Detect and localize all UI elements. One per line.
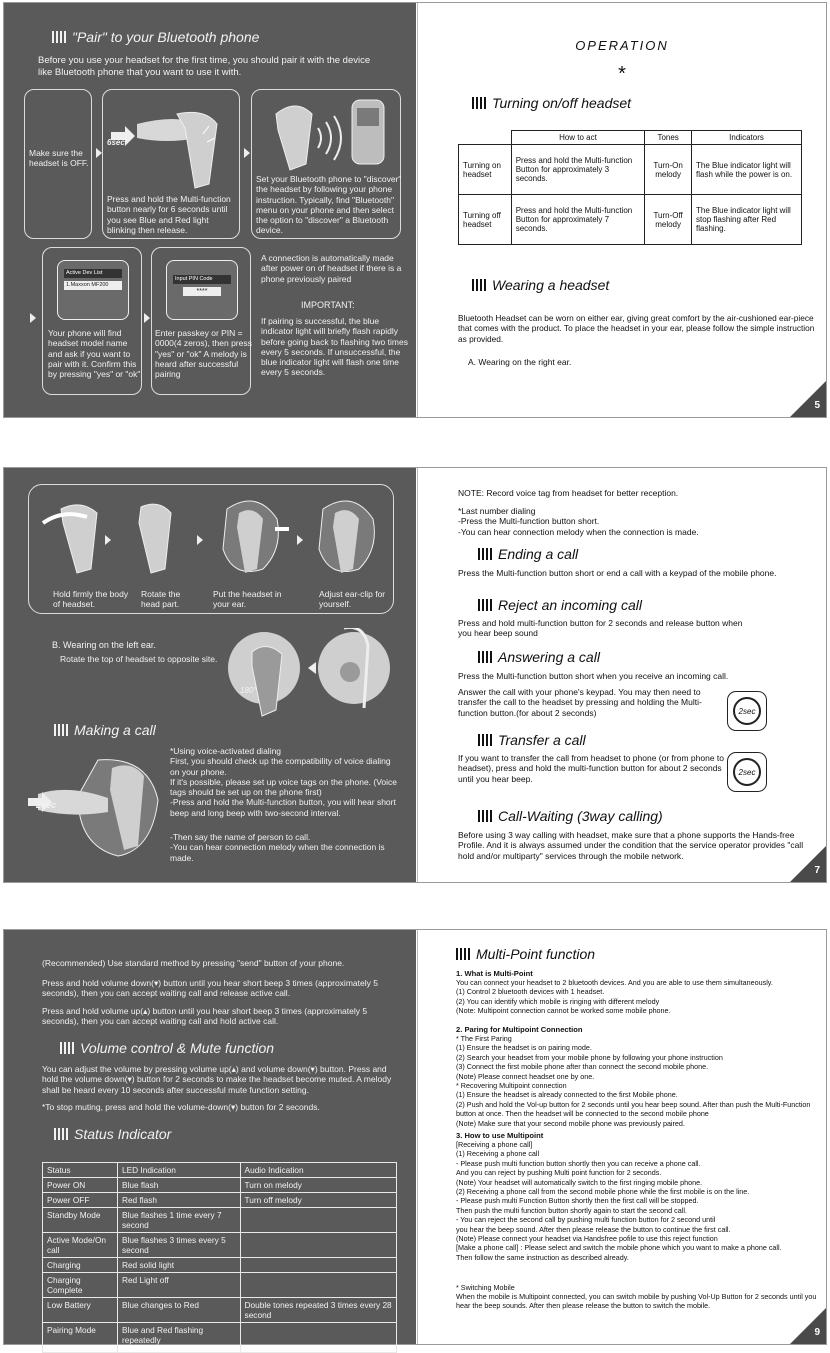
- bars-icon: [478, 810, 492, 822]
- volume-status-panel: [4, 930, 416, 1344]
- step1-text: Make sure the headset is OFF.: [29, 148, 89, 169]
- switching-title: * Switching Mobile: [456, 1283, 515, 1292]
- table-cell: Turn-Off melody: [645, 195, 692, 245]
- table-cell: [240, 1323, 396, 1353]
- page-corner: [790, 381, 826, 417]
- arrow-icon: [197, 535, 203, 545]
- table-cell: Red flash: [117, 1193, 240, 1208]
- bars-icon: [456, 948, 470, 960]
- call-functions-panel: [417, 468, 826, 882]
- operation-panel: [417, 3, 826, 417]
- table-header-cell: [459, 131, 512, 145]
- pair-intro: Before you use your headset for the first time, you should pair it with the device like Bluetooth phone that you want to use it with.: [38, 55, 371, 78]
- table-cell: Pairing Mode: [43, 1323, 118, 1353]
- rotate-label: 180°: [240, 686, 257, 695]
- table-header-cell: Tones: [645, 131, 692, 145]
- step2-text: Press and hold the Multi-function button nearly for 6 seconds until you see Blue and Red light blinking then release.: [107, 194, 231, 235]
- table-cell: Blue flashes 3 times every 5 second: [117, 1233, 240, 1258]
- table-header-cell: LED Indication: [117, 1163, 240, 1178]
- auto-connect-note: A connection is automatically made after power on of headset if there is a phone previously paired: [261, 253, 402, 284]
- waiting-heading: Call-Waiting (3way calling): [478, 808, 663, 824]
- table-cell: Turn on melody: [240, 1178, 396, 1193]
- making-heading: Making a call: [54, 722, 156, 738]
- step2-box: [102, 89, 240, 239]
- table-cell: The Blue indicator light will stop flashing after Red flashing.: [692, 195, 802, 245]
- table-cell: Standby Mode: [43, 1208, 118, 1233]
- table-cell: Press and hold the Multi-function Button for approximately 7 seconds.: [511, 195, 644, 245]
- table-row: [459, 145, 802, 195]
- table-cell: Press and hold the Multi-function Button for approximately 3 seconds.: [511, 145, 644, 195]
- switching-text: When the mobile is Multipoint connected, you can switch mobile by pushing Vol-Up Button for 2 seconds until you hear the beep sounds. After then please release the button to switch the mobile.: [456, 1292, 817, 1311]
- operation-title: OPERATION: [575, 38, 669, 53]
- page-corner: [790, 846, 826, 882]
- finger-press-illustration: [107, 94, 237, 190]
- onoff-table: [458, 130, 802, 245]
- mp-section-3-title: 3. How to use Multipoint: [456, 1131, 544, 1140]
- caption-rotate: Rotate the head part.: [141, 589, 181, 610]
- table-cell: [240, 1233, 396, 1258]
- wearing-steps-box: [28, 484, 394, 614]
- table-cell: Power OFF: [43, 1193, 118, 1208]
- table-row: [43, 1233, 397, 1258]
- mp-section-1-title: 1. What is Multi-Point: [456, 969, 533, 978]
- onoff-heading: Turning on/off headset: [472, 95, 631, 111]
- answering-text-1: Press the Multi-function button short when you receive an incoming call.: [458, 671, 729, 681]
- table-row: [43, 1208, 397, 1233]
- wearing-heading: Wearing a headset: [472, 277, 609, 293]
- table-cell: Blue and Red flashing repeatedly: [117, 1323, 240, 1353]
- table-cell: Active Mode/On call: [43, 1233, 118, 1258]
- pair-heading: "Pair" to your Bluetooth phone: [52, 29, 259, 45]
- table-cell: Charging Complete: [43, 1273, 118, 1298]
- arrow-icon: [297, 535, 303, 545]
- step3-text: Set your Bluetooth phone to "discover" the headset by following your phone instruction. Typically, find "Bluetooth" menu on your phone and then select the option to "discover" a Bluetooth device.: [256, 174, 402, 236]
- arrow-icon: [244, 148, 250, 158]
- reject-text: Press and hold multi-function button for 2 seconds and release button when you hear beep sound: [458, 618, 743, 639]
- pairing-panel: [4, 3, 416, 417]
- step1-box: [24, 89, 92, 239]
- bars-icon: [52, 31, 66, 43]
- volume-heading: Volume control & Mute function: [60, 1040, 274, 1056]
- left-ear-title: B. Wearing on the left ear.: [52, 640, 156, 650]
- table-cell: Low Battery: [43, 1298, 118, 1323]
- spread-page-7: [3, 467, 827, 883]
- bars-icon: [478, 734, 492, 746]
- note-text: NOTE: Record voice tag from headset for better reception.: [458, 488, 679, 498]
- screen-item: 1.Maxxon MF200: [64, 281, 122, 290]
- table-row: [43, 1193, 397, 1208]
- spread-page-5: [3, 2, 827, 418]
- rotate-illustration: [224, 628, 404, 718]
- mp-section-1-text: You can connect your headset to 2 bluetooth devices. And you are able to use them simultaneously. (1) Control 2 bluetooth devices with 1 headset. (2) You can identify which mobile is ringing with different melody (Note: Multipoint connection cannot be worked some mobile phone.: [456, 978, 773, 1016]
- table-cell: [240, 1258, 396, 1273]
- phone-screen: [57, 260, 129, 320]
- table-row: [43, 1178, 397, 1193]
- making-text-2: -Then say the name of person to call. -You can hear connection melody when the connection is made.: [170, 832, 385, 863]
- table-header-cell: Status: [43, 1163, 118, 1178]
- table-cell: Turning off headset: [459, 195, 512, 245]
- step4-text: Your phone will find headset model name and ask if you want to pair with it. Confirm this by pressing "yes" or "ok": [48, 328, 141, 380]
- vol-up-text: Press and hold volume up(▴) button until you hear short beep 3 times (approximately 5 seconds), then you can accept waiting call and hold active call.: [42, 1006, 368, 1027]
- table-row: [43, 1273, 397, 1298]
- page-number: 9: [814, 1327, 820, 1338]
- mp-section-2-title: 2. Paring for Multipoint Connection: [456, 1025, 583, 1034]
- making-text: *Using voice-activated dialing First, you should check up the compatibility of voice dialing on your phone. If it's possible, please set up voice tags on the phone. (Voice tags should be set up on the phone first) -Press and hold the Multi-function button, you will hear short beep and long beep with two-second interval.: [170, 746, 398, 818]
- arrow-icon: [105, 535, 111, 545]
- status-heading: Status Indicator: [54, 1126, 171, 1142]
- bars-icon: [472, 279, 486, 291]
- bars-icon: [478, 548, 492, 560]
- page-corner: [790, 1308, 826, 1344]
- table-row: [43, 1323, 397, 1353]
- pin-field: ****: [183, 287, 221, 296]
- step5-box: [151, 247, 251, 395]
- table-cell: Red Light off: [117, 1273, 240, 1298]
- page-number: 5: [814, 400, 820, 411]
- caption-hold: Hold firmly the body of headset.: [53, 589, 129, 610]
- step3-box: [251, 89, 401, 239]
- left-ear-text: Rotate the top of headset to opposite site.: [60, 654, 218, 664]
- table-header-cell: How to act: [511, 131, 644, 145]
- table-cell: Blue flashes 1 time every 7 second: [117, 1208, 240, 1233]
- table-cell: Power ON: [43, 1178, 118, 1193]
- reject-heading: Reject an incoming call: [478, 597, 642, 613]
- headset-phone-illustration: [256, 94, 398, 174]
- mp-section-3-text: [Receiving a phone call] (1) Receiving a phone call - Please push multi function button shortly then you can receive a phone call. And you can reject by pushing Multi point function for 2 seconds. (Note) Your headset will automatically switch to the first ringing mobile phone. (2) Receiving a phone call from the second mobile phone while the first mobile is on the line. - Please push multi Function Button shortly then the first call will be stopped. Then push the multi function button shortly again to start the second call. - You can reject the second call by pushing multi function button for 2 second until you hear the beep sound. After then please release the button to continue the first call. (Note) Please connect your headset via Handsfree pofile to use this reject function [Make a phone call] : Please select and switch the mobile phone which you want to make a phone call. Then follow the same instruction as described already.: [456, 1140, 782, 1262]
- table-cell: Turning on headset: [459, 145, 512, 195]
- table-cell: [240, 1273, 396, 1298]
- recommended-text: (Recommended) Use standard method by pressing "send" button of your phone.: [42, 958, 345, 968]
- table-row: [459, 195, 802, 245]
- table-cell: Blue changes to Red: [117, 1298, 240, 1323]
- caption-put: Put the headset in your ear.: [213, 589, 282, 610]
- ending-text: Press the Multi-function button short or end a call with a keypad of the mobile phone.: [458, 568, 777, 578]
- volume-text-2: *To stop muting, press and hold the volume-down(▾) button for 2 seconds.: [42, 1102, 320, 1112]
- screen-title: Active Dev List: [64, 269, 122, 278]
- table-header-row: [459, 131, 802, 145]
- bars-icon: [60, 1042, 74, 1054]
- multipoint-heading: Multi-Point function: [456, 946, 595, 962]
- table-cell: [240, 1208, 396, 1233]
- answering-text-2: Answer the call with your phone's keypad. You may then need to transfer the call to the headset by pressing and holding the Multi-function button.(for about 2 seconds): [458, 687, 702, 718]
- transfer-heading: Transfer a call: [478, 732, 586, 748]
- vol-down-text: Press and hold volume down(▾) button until you hear short beep 3 times (approximately 5 seconds), then you can accept waiting call and release active call.: [42, 978, 378, 999]
- step4-box: [42, 247, 142, 395]
- table-cell: Double tones repeated 3 times every 28 second: [240, 1298, 396, 1323]
- table-cell: Turn-On melody: [645, 145, 692, 195]
- wearing-right-ear: A. Wearing on the right ear.: [468, 357, 572, 367]
- button-2sec-icon: [727, 691, 767, 731]
- important-title: IMPORTANT:: [301, 300, 355, 310]
- status-table: [42, 1162, 397, 1353]
- wearing-text: Bluetooth Headset can be worn on either ear, giving great comfort by the air-cushioned ear-piece that comes with the product. To place the headset in your ear, please follow the simple instruction as provided.: [458, 313, 815, 344]
- button-2sec-icon: [727, 752, 767, 792]
- multipoint-panel: [417, 930, 826, 1344]
- bars-icon: [478, 599, 492, 611]
- table-header-row: [43, 1163, 397, 1178]
- button-label: 2sec: [733, 758, 761, 786]
- screen-title: Input PIN Code: [173, 275, 231, 284]
- bars-icon: [478, 651, 492, 663]
- mp-section-2-text: * The First Paring (1) Ensure the headset is on pairing mode. (2) Search your headset from your mobile phone by following your phone instruction (3) Connect the first mobile phone after than connect the second mobile phone. (Note) Please connect headset one by one. * Recovering Multipoint connection (1) Ensure the headset is already connected to the first Mobile phone. (2) Push and hold the Vol-up button for 2 seconds until you hear beep sound. After than push the Multi-Function button at once. Then the headset will be connected to the second mobile phone (Note) Make sure that your second mobile phone was previously paired.: [456, 1034, 811, 1128]
- table-row: [43, 1258, 397, 1273]
- last-number-text: *Last number dialing -Press the Multi-function button short. -You can hear connection melody when the connection is made.: [458, 506, 699, 537]
- table-header-cell: Audio Indication: [240, 1163, 396, 1178]
- answering-heading: Answering a call: [478, 649, 600, 665]
- transfer-text: If you want to transfer the call from headset to phone (or from phone to headset), press and hold the multi-function button for about 2 seconds until you hear beep.: [458, 753, 725, 784]
- phone-screen: [166, 260, 238, 320]
- hold-2sec-badge: 2sec: [36, 800, 57, 810]
- bars-icon: [472, 97, 486, 109]
- table-row: [43, 1298, 397, 1323]
- important-text: If pairing is successful, the blue indicator light will briefly flash rapidly before going back to flashing two times every 5 seconds. If unsuccessful, the blue indicator light will flash one time every 5 seconds.: [261, 316, 408, 378]
- arrow-icon: [144, 313, 150, 323]
- asterisk-icon: *: [618, 63, 626, 85]
- arrow-icon: [30, 313, 36, 323]
- caption-adjust: Adjust ear-clip for yourself.: [319, 589, 386, 610]
- table-cell: Blue flash: [117, 1178, 240, 1193]
- wearing-steps-illustration: [31, 489, 391, 579]
- wearing-calling-panel: [4, 468, 416, 882]
- bars-icon: [54, 1128, 68, 1140]
- table-cell: Turn off melody: [240, 1193, 396, 1208]
- table-cell: The Blue indicator light will flash while the power is on.: [692, 145, 802, 195]
- button-label: 2sec: [733, 697, 761, 725]
- table-header-cell: Indicators: [692, 131, 802, 145]
- volume-text: You can adjust the volume by pressing volume up(▴) and volume down(▾) button. Press and hold the volume down(▾) button for 2 seconds to make the headset become muted. A melody shall be heard every 10 seconds after successful mute function setting.: [42, 1064, 392, 1095]
- spread-page-9: [3, 929, 827, 1345]
- page-number: 7: [814, 865, 820, 876]
- step5-text: Enter passkey or PIN = 0000(4 zeros), then press "yes" or "ok" A melody is heard after successful pairing: [155, 328, 252, 380]
- ending-heading: Ending a call: [478, 546, 578, 562]
- six-sec-badge: 6sec: [107, 138, 125, 147]
- table-cell: Red solid light: [117, 1258, 240, 1273]
- waiting-text: Before using 3 way calling with headset, make sure that a phone supports the Hands-free Profile. And it is always assumed under the condition that the service operator provides "call hold and/or multiparty" services through the mobile network.: [458, 830, 804, 861]
- table-cell: Charging: [43, 1258, 118, 1273]
- bars-icon: [54, 724, 68, 736]
